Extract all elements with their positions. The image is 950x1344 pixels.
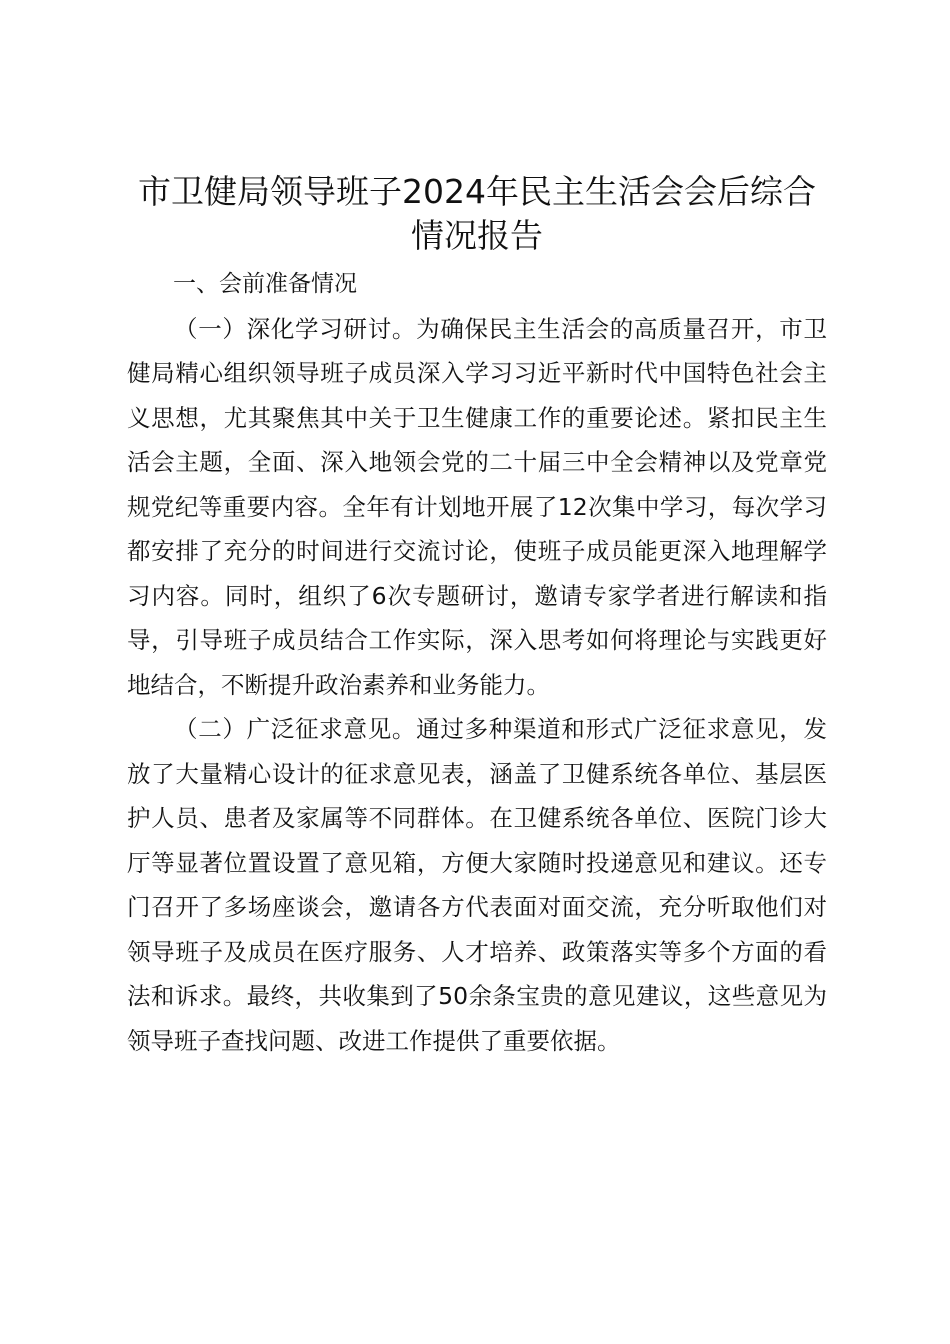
paragraph-solicit-opinions: （二）广泛征求意见。通过多种渠道和形式广泛征求意见，发放了大量精心设计的征求意见表，涵盖了卫健系统各单位、基层医护人员、患者及家属等不同群体。在卫健系统各单位、医院门诊大厅等显著位置设置了意见箱，方便大家随时投递意见和建议。还专门召开了多场座谈会，邀请各方代表面对面交流，充分听取他们对领导班子及成员在医疗服务、人才培养、政策落实等多个方面的看法和诉求。最终，共收集到了50余条宝贵的意见建议，这些意见为领导班子查找问题、改进工作提供了重要依据。 [127,715,827,1055]
document-title: 市卫健局领导班子2024年民主生活会会后综合情况报告 [138,172,816,255]
paragraph-deepen-study: （一）深化学习研讨。为确保民主生活会的高质量召开，市卫健局精心组织领导班子成员深入学习习近平新时代中国特色社会主义思想，尤其聚焦其中关于卫生健康工作的重要论述。紧扣民主生活会主题，全面、深入地领会党的二十届三中全会精神以及党章党规党纪等重要内容。全年有计划地开展了12次集中学习，每次学习都安排了充分的时间进行交流讨论，使班子成员能更深入地理解学习内容。同时，组织了6次专题研讨，邀请专家学者进行解读和指导，引导班子成员结合工作实际，深入思考如何将理论与实践更好地结合，不断提升政治素养和业务能力。 [127,314,827,699]
document-body [127,170,827,1063]
section-heading-1: 一、会前准备情况 [173,271,357,297]
